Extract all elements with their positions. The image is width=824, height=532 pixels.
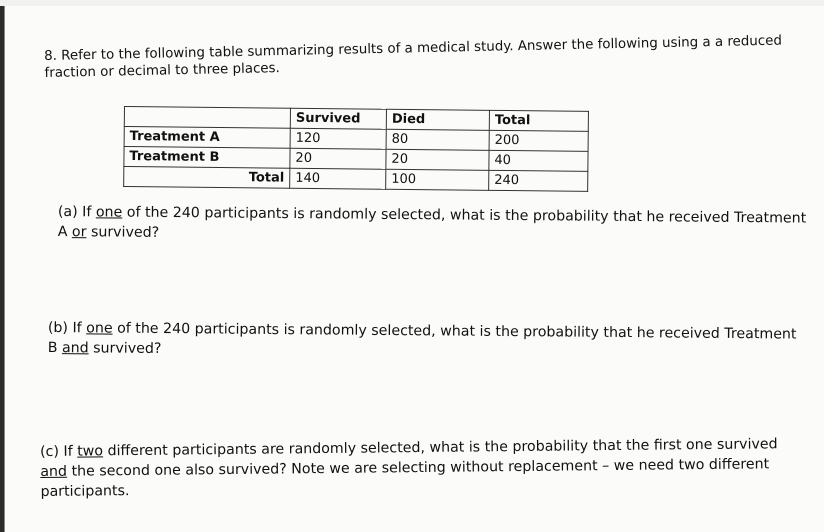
question-a [58,202,824,249]
cell-died: 80 [386,129,489,150]
total-label: Total [124,167,290,189]
question-a-text: of the 240 participants is randomly selected, what is the probability that he received Treatment [122,204,807,227]
cell-died: 100 [386,169,489,190]
question-c [40,434,811,502]
header-survived: Survived [290,108,386,129]
cell-died: 20 [386,149,489,170]
results-table [123,106,589,192]
header-died: Died [386,109,489,130]
question-c-text-2: the second one also survived? Note we are selecting without replacement – we need two different [66,456,770,480]
cell-total: 200 [489,130,588,151]
question-a-text-2a: A [57,223,73,241]
question-b-text-2b: survived? [88,340,162,357]
underlined-word: one [95,204,123,221]
cell-survived: 120 [290,128,386,149]
table-total-row [124,167,588,192]
question-b-text: of the 240 participants is randomly selected, what is the probability that he received Treatment [112,320,797,343]
underlined-word: one [86,320,113,337]
question-line-1: 8. Refer to the following table summarizing results of a medical study. Answer the following using a a reduced [44,33,783,64]
question-line-2: fraction or decimal to three places. [44,61,280,81]
question-a-text-2b: survived? [86,224,160,241]
cell-total: 40 [489,150,588,171]
cell-survived: 20 [290,148,386,169]
row-label: Treatment A [124,127,290,149]
question-b-text-2a: B [47,339,63,357]
question-c-text: different participants are randomly selected, what is the probability that the first one survived [102,436,778,460]
question-c-prefix: (c) If [40,443,78,460]
underlined-word: and [40,463,68,480]
header-blank [124,107,290,129]
question-b-prefix: (b) If [47,319,87,337]
question-c-line-3: participants. [40,483,130,500]
question-a-prefix: (a) If [57,203,96,221]
row-label: Treatment B [124,147,290,169]
question-b [48,318,818,365]
cell-survived: 140 [290,168,386,189]
underlined-word: two [77,443,104,460]
header-total: Total [489,110,588,131]
cell-total: 240 [489,170,588,191]
underlined-word: and [61,340,89,357]
underlined-word: or [71,224,87,241]
